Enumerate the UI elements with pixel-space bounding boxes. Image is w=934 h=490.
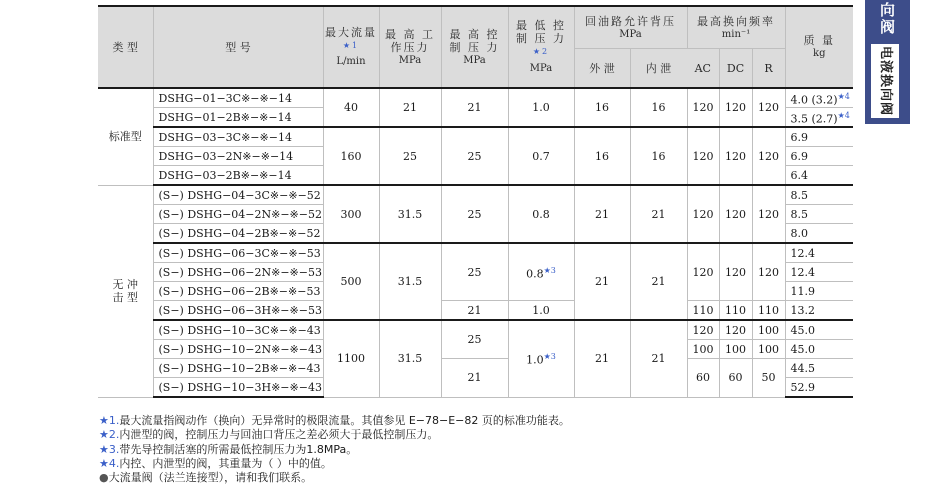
mass-cell: 8.0 <box>785 224 853 244</box>
pilot-max-cell: 21 <box>441 301 508 321</box>
pilot-min-cell: 0.7 <box>508 127 574 185</box>
r-cell: 110 <box>752 301 785 321</box>
spec-table <box>98 5 853 398</box>
model-cell: (S−) DSHG−04−3C※−※−52 <box>153 185 323 205</box>
work-pressure-cell: 21 <box>379 88 441 127</box>
model-cell: (S−) DSHG−06−2N※−※−53 <box>153 263 323 282</box>
mass-cell: 6.9 <box>785 147 853 166</box>
pilot-min-cell: $0.8^{★3}$ <box>508 243 574 301</box>
section-tab-label-box <box>871 44 899 118</box>
mass-cell: 44.5 <box>785 359 853 378</box>
r-cell: 120 <box>752 243 785 301</box>
table-row <box>98 88 853 108</box>
table-row <box>98 185 853 205</box>
model-cell: DSHG−03−2N※−※−14 <box>153 147 323 166</box>
ext-drain-cell: 21 <box>574 185 630 243</box>
header-dc: DC <box>719 49 752 89</box>
header-max-pilot-pressure: 最 高 控 制 压 力 MPa <box>441 6 508 88</box>
model-cell: DSHG−01−2B※−※−14 <box>153 108 323 128</box>
model-cell: (S−) DSHG−04−2N※−※−52 <box>153 205 323 224</box>
pilot-max-cell: 25 <box>441 243 508 301</box>
int-drain-cell: 21 <box>630 320 687 397</box>
dc-cell: 100 <box>719 340 752 359</box>
header-model: 型 号 <box>153 6 323 88</box>
dc-cell: 120 <box>719 243 752 301</box>
mass-cell: 12.4 <box>785 243 853 263</box>
work-pressure-cell: 25 <box>379 127 441 185</box>
category-standard: 标准型 <box>98 88 153 185</box>
header-ac: AC <box>687 49 719 89</box>
footnote: ★3.带先导控制活塞的所需最低控制压力为1.8MPa。 <box>99 442 358 456</box>
table-row <box>98 301 853 321</box>
flow-cell: 40 <box>323 88 379 127</box>
pilot-max-cell: 25 <box>441 127 508 185</box>
model-cell: DSHG−03−2B※−※−14 <box>153 166 323 186</box>
ac-cell: 120 <box>687 88 719 127</box>
mass-cell: 6.4 <box>785 166 853 186</box>
mass-cell: 11.9 <box>785 282 853 301</box>
int-drain-cell: 16 <box>630 127 687 185</box>
header-back-pressure: 回油路允许背压 MPa <box>574 6 687 49</box>
int-drain-cell: 21 <box>630 185 687 243</box>
model-cell: DSHG−01−3C※−※−14 <box>153 88 323 108</box>
section-tab-title: 向 阀 <box>879 1 895 36</box>
mass-cell: 45.0 <box>785 340 853 359</box>
footnote: ★1.最大流量指阀动作（换向）无异常时的极限流量。其值参见 E−78−E−82 页的标准功能表。 <box>99 414 570 427</box>
flow-cell: 500 <box>323 243 379 320</box>
r-cell: 120 <box>752 185 785 243</box>
star-mark: ★1 <box>342 40 360 50</box>
flow-cell: 1100 <box>323 320 379 397</box>
header-max-freq: 最高换向频率 min⁻¹ <box>687 6 785 49</box>
ext-drain-cell: 16 <box>574 88 630 127</box>
section-tab[interactable] <box>865 0 910 124</box>
r-cell: 100 <box>752 340 785 359</box>
footnote: ★4.内控、内泄型的阀，其重量为（ ）中的值。 <box>99 456 332 470</box>
flow-cell: 300 <box>323 185 379 243</box>
star-mark: ★4 <box>837 110 850 120</box>
pilot-max-cell: 21 <box>441 359 508 398</box>
dc-cell: 120 <box>719 185 752 243</box>
pilot-max-cell: 21 <box>441 88 508 127</box>
pilot-min-cell: 1.0 <box>508 88 574 127</box>
r-cell: 50 <box>752 359 785 398</box>
pilot-max-cell: 25 <box>441 185 508 243</box>
int-drain-cell: 16 <box>630 88 687 127</box>
model-cell: (S−) DSHG−10−2B※−※−43 <box>153 359 323 378</box>
model-cell: (S−) DSHG−06−3H※−※−53 <box>153 301 323 321</box>
mass-cell: 45.0 <box>785 320 853 340</box>
mass-cell: 4.0 $(3.2)^{★4}$ <box>785 88 853 108</box>
star-mark: ★4 <box>837 91 850 101</box>
ac-cell: 120 <box>687 243 719 301</box>
footnote: ★2.内泄型的阀，控制压力与回油口背压之差必须大于最低控制压力。 <box>99 428 439 442</box>
flow-cell: 160 <box>323 127 379 185</box>
header-max-flow: 最大流量$^{★1}$ L/min <box>323 6 379 88</box>
star-mark: ★3 <box>543 265 556 275</box>
dc-cell: 120 <box>719 127 752 185</box>
pilot-min-cell: $1.0^{★3}$ <box>508 320 574 397</box>
header-max-work-pressure: 最 高 工作压力 MPa <box>379 6 441 88</box>
table-row <box>98 320 853 340</box>
model-cell: (S−) DSHG−10−2N※−※−43 <box>153 340 323 359</box>
ac-cell: 120 <box>687 127 719 185</box>
work-pressure-cell: 31.5 <box>379 243 441 320</box>
mass-cell: 13.2 <box>785 301 853 321</box>
work-pressure-cell: 31.5 <box>379 185 441 243</box>
model-cell: (S−) DSHG−10−3H※−※−43 <box>153 378 323 398</box>
model-cell: (S−) DSHG−06−3C※−※−53 <box>153 243 323 263</box>
mass-cell: 3.5 $(2.7)^{★4}$ <box>785 108 853 128</box>
pilot-min-cell: 0.8 <box>508 185 574 243</box>
int-drain-cell: 21 <box>630 243 687 320</box>
r-cell: 120 <box>752 88 785 127</box>
dc-cell: 60 <box>719 359 752 398</box>
header-external-drain: 外 泄 <box>574 49 630 89</box>
section-tab-label: 电液换向阀 <box>878 45 893 116</box>
ext-drain-cell: 21 <box>574 320 630 397</box>
category-shockless: 无 冲 击 型 <box>98 185 153 397</box>
table-row <box>98 243 853 263</box>
ac-cell: 110 <box>687 301 719 321</box>
ext-drain-cell: 16 <box>574 127 630 185</box>
header-r: R <box>752 49 785 89</box>
model-cell: (S−) DSHG−06−2B※−※−53 <box>153 282 323 301</box>
footnotes <box>99 414 570 485</box>
model-cell: (S−) DSHG−04−2B※−※−52 <box>153 224 323 244</box>
dc-cell: 110 <box>719 301 752 321</box>
model-cell: DSHG−03−3C※−※−14 <box>153 127 323 147</box>
header-mass: 质 量 kg <box>785 6 853 88</box>
dc-cell: 120 <box>719 88 752 127</box>
header-internal-drain: 内 泄 <box>630 49 687 89</box>
header-min-pilot-pressure: 最 低 控 制 压 力$^{★2}$ MPa <box>508 6 574 88</box>
mass-cell: 8.5 <box>785 185 853 205</box>
pilot-max-cell: 25 <box>441 320 508 359</box>
r-cell: 120 <box>752 127 785 185</box>
ac-cell: 60 <box>687 359 719 398</box>
ext-drain-cell: 21 <box>574 243 630 320</box>
footnote: ●大流量阀（法兰连接型），请和我们联系。 <box>99 471 313 485</box>
mass-cell: 6.9 <box>785 127 853 147</box>
ac-cell: 120 <box>687 185 719 243</box>
ac-cell: 120 <box>687 320 719 340</box>
header-type: 类 型 <box>98 6 153 88</box>
r-cell: 100 <box>752 320 785 340</box>
work-pressure-cell: 31.5 <box>379 320 441 397</box>
table-row <box>98 359 853 378</box>
ac-cell: 100 <box>687 340 719 359</box>
pilot-min-cell: 1.0 <box>508 301 574 321</box>
table-row <box>98 127 853 147</box>
star-mark: ★3 <box>543 352 556 362</box>
mass-cell: 52.9 <box>785 378 853 398</box>
mass-cell: 8.5 <box>785 205 853 224</box>
mass-cell: 12.4 <box>785 263 853 282</box>
model-cell: (S−) DSHG−10−3C※−※−43 <box>153 320 323 340</box>
star-mark: ★2 <box>532 47 550 57</box>
dc-cell: 120 <box>719 320 752 340</box>
